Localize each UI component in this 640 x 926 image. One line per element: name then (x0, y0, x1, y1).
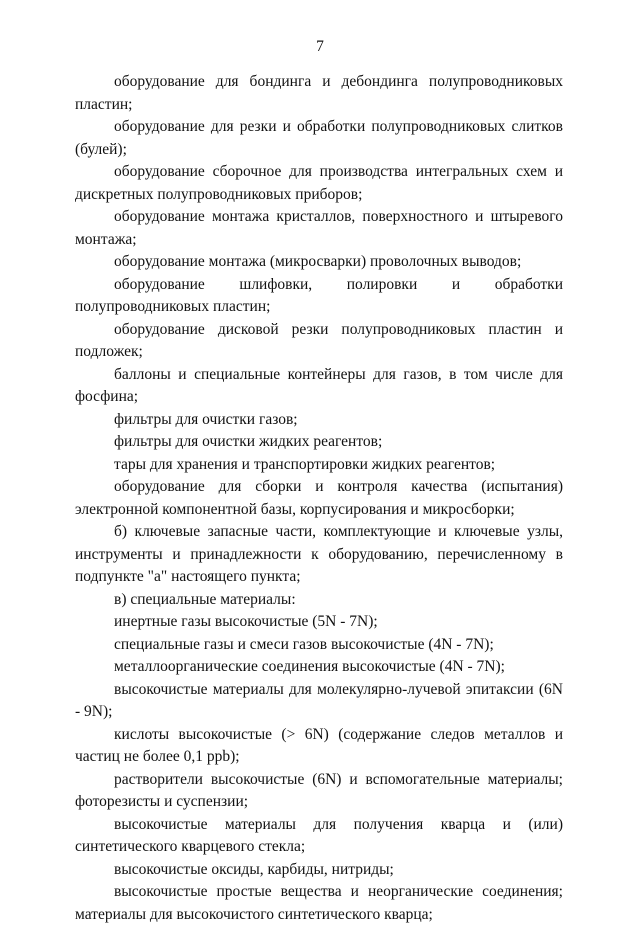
paragraph: оборудование дисковой резки полупроводниковых пластин и подложек; (75, 320, 563, 360)
paragraph: оборудование для резки и обработки полупроводниковых слитков (булей); (75, 118, 563, 158)
page-number: 7 (316, 38, 324, 55)
paragraph: высокочистые материалы для молекулярно-лучевой эпитаксии (6N - 9N); (75, 680, 563, 720)
paragraph: в) специальные материалы: (114, 590, 296, 608)
paragraph: оборудование для сборки и контроля качества (испытания) электронной компонентной базы, корпусирования и микросборки; (75, 478, 563, 518)
paragraph: баллоны и специальные контейнеры для газов, в том числе для фосфина; (75, 365, 563, 405)
paragraph: специальные газы и смеси газов высокочистые (4N - 7N); (114, 635, 494, 653)
paragraph: инертные газы высокочистые (5N - 7N); (114, 613, 378, 630)
paragraph: оборудование монтажа (микросварки) проволочных выводов; (114, 253, 522, 270)
paragraph: оборудование монтажа кристаллов, поверхностного и штыревого монтажа; (75, 208, 563, 248)
paragraph: тары для хранения и транспортировки жидких реагентов; (114, 455, 496, 473)
paragraph: кислоты высокочистые (> 6N) (содержание следов металлов и частиц не более 0,1 ppb); (75, 725, 563, 765)
paragraph: фильтры для очистки жидких реагентов; (114, 433, 383, 450)
paragraph: растворители высокочистые (6N) и вспомогательные материалы; фоторезисты и суспензии; (75, 770, 563, 810)
paragraph: высокочистые оксиды, карбиды, нитриды; (114, 860, 394, 878)
paragraph: фильтры для очистки газов; (114, 410, 298, 428)
paragraph: высокочистые простые вещества и неорганические соединения; материалы для высокочистого синтетического кварца; (75, 883, 563, 923)
paragraph: высокочистые материалы для получения кварца и (или) синтетического кварцевого стекла; (75, 815, 563, 855)
paragraph: оборудование сборочное для производства интегральных схем и дискретных полупроводниковых приборов; (75, 163, 563, 203)
paragraph: оборудование для бондинга и дебондинга полупроводниковых пластин; (75, 73, 563, 113)
paragraph: металлоорганические соединения высокочистые (4N - 7N); (114, 658, 505, 675)
paragraph: б) ключевые запасные части, комплектующие и ключевые узлы, инструменты и принадлежности к оборудованию, перечисленному в подпункте "а" настоящего пункта; (75, 523, 563, 585)
document-body (75, 71, 563, 926)
paragraph: оборудование шлифовки, полировки и обработки полупроводниковых пластин; (75, 275, 563, 315)
